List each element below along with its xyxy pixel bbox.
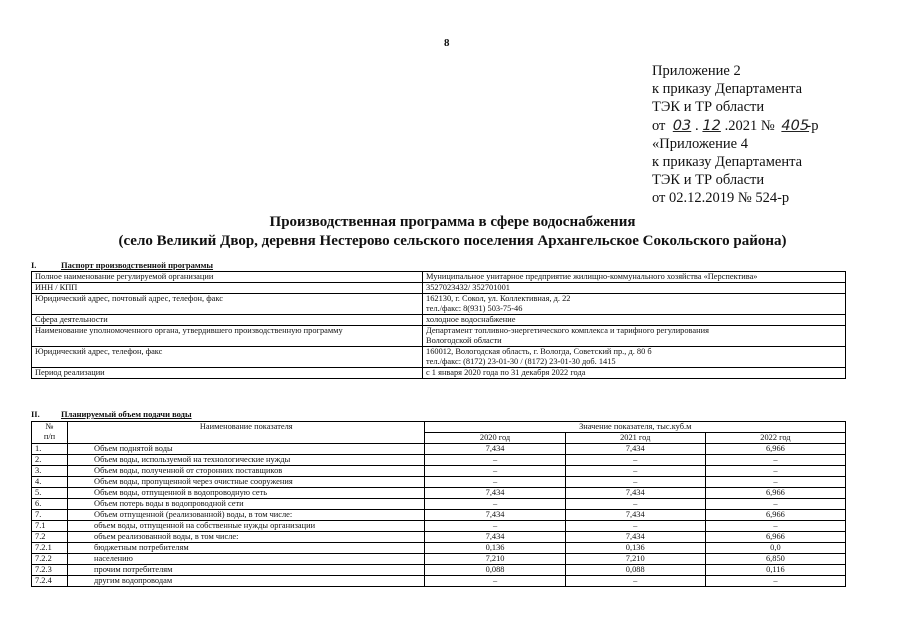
appendix-line: «Приложение 4 xyxy=(652,135,748,152)
table-row xyxy=(32,576,846,587)
row-number: 7.2.4 xyxy=(32,576,68,587)
header-year: 2021 год xyxy=(565,433,705,444)
passport-value-line: 3527023432/ 352701001 xyxy=(426,283,510,292)
row-value: – xyxy=(565,521,705,532)
order-prefix: от xyxy=(652,117,666,134)
table-header-row xyxy=(32,422,846,433)
passport-value-line: Муниципальное унитарное предприятие жилищно-коммунального хозяйства «Перспектива» xyxy=(426,272,758,281)
table-row xyxy=(32,444,846,455)
table-row xyxy=(32,554,846,565)
row-number: 7.2.1 xyxy=(32,543,68,554)
table-row xyxy=(32,466,846,477)
row-value: 7,434 xyxy=(425,444,565,455)
appendix-block xyxy=(652,62,818,208)
row-number: 5. xyxy=(32,488,68,499)
row-name: Объем воды, отпущенной в водопроводную сеть xyxy=(68,488,425,499)
row-value: 7,434 xyxy=(565,488,705,499)
row-value: – xyxy=(425,521,565,532)
row-number: 3. xyxy=(32,466,68,477)
row-name: Объем потерь воды в водопроводной сети xyxy=(68,499,425,510)
row-number: 2. xyxy=(32,455,68,466)
row-name: Объем поднятой воды xyxy=(68,444,425,455)
table-row xyxy=(32,272,846,283)
row-value: – xyxy=(565,466,705,477)
appendix-line: от 02.12.2019 № 524-р xyxy=(652,190,790,207)
row-value: 7,434 xyxy=(425,510,565,521)
table-row xyxy=(32,283,846,294)
row-number: 6. xyxy=(32,499,68,510)
water-volume-table xyxy=(31,421,846,587)
page-number: 8 xyxy=(444,37,450,49)
row-value: 0,116 xyxy=(705,565,845,576)
row-value: – xyxy=(425,499,565,510)
handwritten-day: 03 xyxy=(672,117,692,134)
row-value: 6,966 xyxy=(705,444,845,455)
row-number: 7. xyxy=(32,510,68,521)
passport-table xyxy=(31,271,846,379)
appendix-order-line: от 03 . 12 .2021 № 405-р xyxy=(652,117,819,134)
table-row xyxy=(32,488,846,499)
appendix-line: ТЭК и ТР области xyxy=(652,99,765,116)
row-value: – xyxy=(705,466,845,477)
row-name: Объем воды, полученной от сторонних поставщиков xyxy=(68,466,425,477)
row-value: – xyxy=(705,499,845,510)
passport-value-line: тел./факс: 8(931) 503-75-46 xyxy=(426,304,523,313)
table-row xyxy=(32,368,846,379)
order-year: .2021 № xyxy=(724,117,775,134)
passport-value xyxy=(423,315,846,326)
appendix-line: к приказу Департамента xyxy=(652,154,803,171)
row-number: 7.2 xyxy=(32,532,68,543)
row-value: 7,434 xyxy=(425,488,565,499)
row-value: 7,434 xyxy=(425,532,565,543)
row-value: 0,0 xyxy=(705,543,845,554)
row-value: – xyxy=(565,499,705,510)
section-title: Планируемый объем подачи воды xyxy=(61,409,192,419)
table-row xyxy=(32,565,846,576)
row-value: 7,434 xyxy=(565,510,705,521)
row-value: 7,434 xyxy=(565,532,705,543)
header-year: 2022 год xyxy=(705,433,845,444)
section-number: II. xyxy=(31,409,40,419)
passport-value-line: холодное водоснабжение xyxy=(426,315,516,324)
row-name: бюджетным потребителям xyxy=(68,543,425,554)
row-value: – xyxy=(565,576,705,587)
table-row xyxy=(32,315,846,326)
row-name: объем воды, отпущенной на собственные нужды организации xyxy=(68,521,425,532)
document-subtitle: (село Великий Двор, деревня Нестерово сельского поселения Архангельское Сокольского района) xyxy=(118,233,787,249)
passport-value-line: с 1 января 2020 года по 31 декабря 2022 года xyxy=(426,368,586,377)
handwritten-number: 405 xyxy=(781,117,810,134)
section-number: I. xyxy=(31,260,37,270)
order-suffix: -р xyxy=(806,117,819,134)
row-name: Объем воды, пропущенной через очистные сооружения xyxy=(68,477,425,488)
passport-label: Наименование уполномоченного органа, утвердившего производственную программу xyxy=(32,326,423,347)
row-name: Объем отпущенной (реализованной) воды, в том числе: xyxy=(68,510,425,521)
appendix-line: ТЭК и ТР области xyxy=(652,172,765,189)
header-cell-num: № п/п xyxy=(32,422,68,444)
section-2-heading xyxy=(31,409,192,419)
passport-value-line: Вологодской области xyxy=(426,336,502,345)
table-row xyxy=(32,477,846,488)
row-number: 4. xyxy=(32,477,68,488)
row-name: населению xyxy=(68,554,425,565)
section-title: Паспорт производственной программы xyxy=(61,260,214,270)
row-value: 7,210 xyxy=(425,554,565,565)
table-row xyxy=(32,521,846,532)
document-title: Производственная программа в сфере водоснабжения xyxy=(269,214,636,230)
passport-value xyxy=(423,294,846,315)
passport-value-line: 162130, г. Сокол, ул. Коллективная, д. 22 xyxy=(426,294,571,303)
section-1-heading xyxy=(31,260,213,270)
row-value: – xyxy=(705,521,845,532)
passport-label: Сфера деятельности xyxy=(32,315,423,326)
passport-value xyxy=(423,326,846,347)
row-name: другим водопроводам xyxy=(68,576,425,587)
appendix-line: к приказу Департамента xyxy=(652,81,803,98)
passport-label: Юридический адрес, телефон, факс xyxy=(32,347,423,368)
row-name: объем реализованной воды, в том числе: xyxy=(68,532,425,543)
row-value: 6,966 xyxy=(705,488,845,499)
row-value: – xyxy=(425,466,565,477)
table-row xyxy=(32,510,846,521)
header-cell-name: Наименование показателя xyxy=(68,422,425,444)
passport-label: Юридический адрес, почтовый адрес, телефон, факс xyxy=(32,294,423,315)
row-value: 6,966 xyxy=(705,532,845,543)
table-row xyxy=(32,326,846,347)
passport-label: Период реализации xyxy=(32,368,423,379)
row-value: – xyxy=(565,477,705,488)
row-value: – xyxy=(565,455,705,466)
passport-value-line: Департамент топливно-энергетического комплекса и тарифного регулирования xyxy=(426,326,709,335)
row-value: – xyxy=(705,477,845,488)
row-value: 7,434 xyxy=(565,444,705,455)
passport-value xyxy=(423,283,846,294)
passport-value xyxy=(423,272,846,283)
table-row xyxy=(32,455,846,466)
passport-value-line: 160012, Вологодская область, г. Вологда, Советский пр., д. 80 б xyxy=(426,347,652,356)
header-cell-values: Значение показателя, тыс.куб.м xyxy=(425,422,846,433)
appendix-line: Приложение 2 xyxy=(652,63,741,79)
table-row xyxy=(32,347,846,368)
table-row xyxy=(32,294,846,315)
table-row xyxy=(32,543,846,554)
header-year: 2020 год xyxy=(425,433,565,444)
table-row xyxy=(32,532,846,543)
row-value: 6,850 xyxy=(705,554,845,565)
row-value: – xyxy=(425,576,565,587)
row-value: – xyxy=(705,576,845,587)
row-value: 7,210 xyxy=(565,554,705,565)
row-value: 0,136 xyxy=(425,543,565,554)
row-value: – xyxy=(705,455,845,466)
passport-label: Полное наименование регулируемой организации xyxy=(32,272,423,283)
row-value: 0,136 xyxy=(565,543,705,554)
table-row xyxy=(32,499,846,510)
row-number: 7.2.2 xyxy=(32,554,68,565)
row-value: 0,088 xyxy=(425,565,565,576)
row-value: – xyxy=(425,477,565,488)
passport-value xyxy=(423,368,846,379)
row-value: 6,966 xyxy=(705,510,845,521)
row-value: 0,088 xyxy=(565,565,705,576)
passport-label: ИНН / КПП xyxy=(32,283,423,294)
passport-value-line: тел./факс: (8172) 23-01-30 / (8172) 23-01-30 доб. 1415 xyxy=(426,357,616,366)
passport-value xyxy=(423,347,846,368)
row-number: 1. xyxy=(32,444,68,455)
row-value: – xyxy=(425,455,565,466)
row-name: Объем воды, используемой на технологические нужды xyxy=(68,455,425,466)
row-number: 7.1 xyxy=(32,521,68,532)
row-name: прочим потребителям xyxy=(68,565,425,576)
row-number: 7.2.3 xyxy=(32,565,68,576)
handwritten-month: 12 xyxy=(702,117,721,134)
